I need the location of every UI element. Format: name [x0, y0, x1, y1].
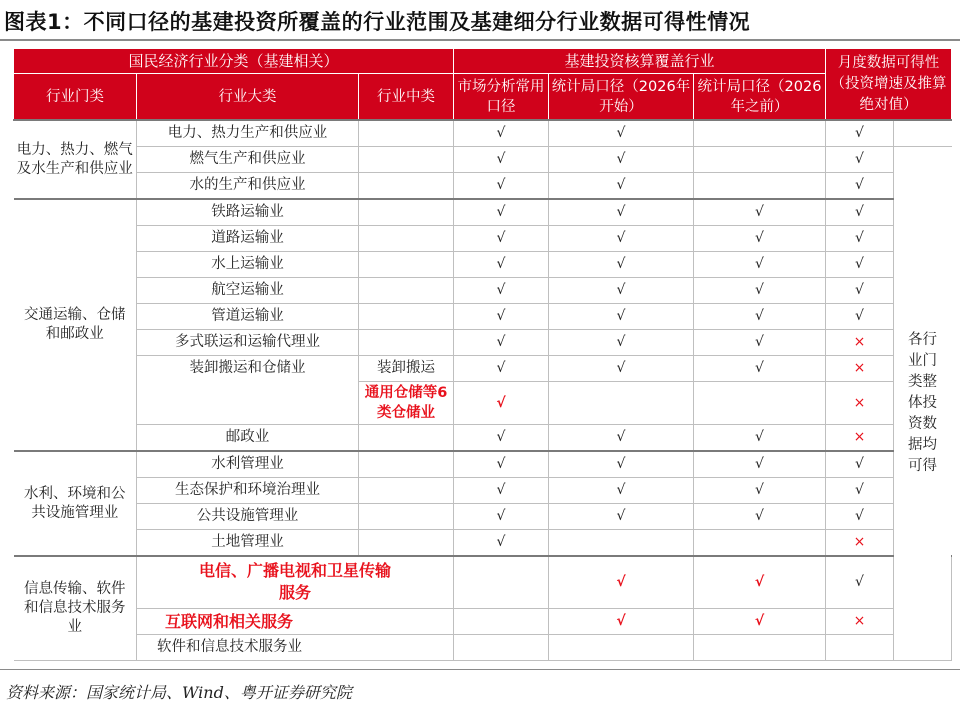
- monthly-cross-mark: ×: [826, 425, 894, 452]
- header-col-gate: 行业门类: [14, 74, 137, 121]
- monthly-mark: √: [826, 173, 894, 200]
- stats-2026-mark: √: [549, 147, 694, 173]
- mid-cell: [359, 504, 454, 530]
- monthly-mark: √: [826, 120, 894, 147]
- table-row: [14, 278, 952, 304]
- stats-2026-mark: √: [549, 278, 694, 304]
- stats-pre2026-mark: [694, 120, 826, 147]
- gate-cell: 电力、热力、燃气及水生产和供应业: [14, 120, 137, 199]
- stats-2026-mark-red: √: [549, 608, 694, 634]
- market-mark: √: [454, 304, 549, 330]
- mid-cell: 装卸搬运: [359, 356, 454, 382]
- market-mark: √: [454, 120, 549, 147]
- mid-warehousing-text: 通用仓储等6类仓储业: [364, 385, 448, 421]
- stats-2026-mark: √: [549, 120, 694, 147]
- stats-2026-mark: √: [549, 478, 694, 504]
- mid-cell: [359, 425, 454, 452]
- monthly-mark: √: [826, 504, 894, 530]
- major-cell: 软件和信息技术服务业: [137, 634, 454, 660]
- header-group-monthly-availability: [826, 49, 952, 121]
- header-col-mid: 行业中类: [359, 74, 454, 121]
- mid-cell: [359, 252, 454, 278]
- monthly-mark: √: [826, 478, 894, 504]
- header-col-stats-2026: 统计局口径（2026年开始）: [549, 74, 694, 121]
- mid-cell: [359, 530, 454, 557]
- market-mark: √: [454, 330, 549, 356]
- major-cell: 公共设施管理业: [137, 504, 359, 530]
- figure-title: [4, 6, 750, 36]
- stats-pre2026-mark: √: [694, 451, 826, 478]
- figure-title-text: 图表1：不同口径的基建投资所覆盖的行业范围及基建细分行业数据可得性情况: [4, 10, 751, 34]
- market-mark: √: [454, 356, 549, 382]
- major-cell: 多式联运和运输代理业: [137, 330, 359, 356]
- market-mark: [454, 556, 549, 608]
- stats-pre2026-mark: √: [694, 504, 826, 530]
- mid-cell: [359, 330, 454, 356]
- monthly-mark: √: [826, 226, 894, 252]
- market-mark: √: [454, 425, 549, 452]
- market-mark: √: [454, 173, 549, 200]
- stats-2026-mark: √: [549, 226, 694, 252]
- mid-cell: [359, 278, 454, 304]
- market-mark: √: [454, 504, 549, 530]
- stats-2026-mark: √: [549, 252, 694, 278]
- table-row: [14, 173, 952, 200]
- stats-2026-mark: √: [549, 356, 694, 382]
- major-cell: 邮政业: [137, 425, 359, 452]
- stats-pre2026-mark: [694, 634, 826, 660]
- major-cell: 电力、热力生产和供应业: [137, 120, 359, 147]
- monthly-cross-mark: ×: [826, 530, 894, 557]
- table-row: [14, 608, 952, 634]
- stats-2026-mark: [549, 382, 694, 425]
- stats-pre2026-mark: √: [694, 252, 826, 278]
- stats-2026-mark: √: [549, 451, 694, 478]
- monthly-mark: √: [826, 147, 894, 173]
- stats-pre2026-mark: √: [694, 304, 826, 330]
- stats-2026-mark: [549, 634, 694, 660]
- table-row: [14, 425, 952, 452]
- table-row: [14, 530, 952, 557]
- gate-cell: [14, 556, 137, 660]
- table-row: [14, 634, 952, 660]
- major-cell: 道路运输业: [137, 226, 359, 252]
- table-row: [14, 356, 952, 382]
- stats-2026-mark: √: [549, 173, 694, 200]
- major-cell: 土地管理业: [137, 530, 359, 557]
- header-group-infra-coverage: 基建投资核算覆盖行业: [454, 49, 826, 74]
- market-mark: [454, 634, 549, 660]
- stats-2026-mark-red: √: [549, 556, 694, 608]
- table-row: [14, 199, 952, 226]
- side-note-text: 各行业门类整体投资数据均可得: [908, 331, 937, 474]
- mid-cell: [359, 304, 454, 330]
- mid-cell: [359, 451, 454, 478]
- stats-2026-mark: √: [549, 330, 694, 356]
- mid-cell: [359, 199, 454, 226]
- monthly-cross-mark: ×: [826, 382, 894, 425]
- table-row: [14, 504, 952, 530]
- side-note: [894, 147, 952, 661]
- gate-text: 水利、环境和公共设施管理业: [24, 485, 126, 521]
- monthly-mark: √: [826, 556, 894, 608]
- stats-2026-mark: √: [549, 199, 694, 226]
- header-col-market: 市场分析常用口径: [454, 74, 549, 121]
- market-mark: √: [454, 199, 549, 226]
- market-mark: √: [454, 278, 549, 304]
- stats-pre2026-mark: √: [694, 425, 826, 452]
- mid-cell-warehousing: [359, 382, 454, 425]
- table-row: [14, 252, 952, 278]
- mid-cell: [359, 478, 454, 504]
- monthly-mark: √: [826, 451, 894, 478]
- monthly-mark: [826, 634, 894, 660]
- monthly-cross-mark: ×: [826, 608, 894, 634]
- note-blank: [894, 120, 952, 147]
- market-mark: √: [454, 530, 549, 557]
- monthly-mark: √: [826, 304, 894, 330]
- monthly-cross-mark: ×: [826, 330, 894, 356]
- mid-cell: [359, 147, 454, 173]
- gate-text: 交通运输、仓储和邮政业: [24, 307, 126, 342]
- table-row: [14, 147, 952, 173]
- source-divider: [0, 669, 960, 670]
- stats-2026-mark: √: [549, 504, 694, 530]
- stats-pre2026-mark: √: [694, 356, 826, 382]
- major-cell: 装卸搬运和仓储业: [137, 356, 359, 425]
- major-cell: 航空运输业: [137, 278, 359, 304]
- stats-pre2026-mark: [694, 382, 826, 425]
- stats-pre2026-mark: √: [694, 278, 826, 304]
- major-telecom-text: 电信、广播电视和卫星传输服务: [198, 561, 391, 603]
- market-mark-red: √: [454, 382, 549, 425]
- market-mark: √: [454, 478, 549, 504]
- stats-pre2026-mark: √: [694, 330, 826, 356]
- stats-2026-mark: √: [549, 304, 694, 330]
- stats-2026-mark: √: [549, 425, 694, 452]
- stats-pre2026-mark: [694, 530, 826, 557]
- monthly-mark: √: [826, 199, 894, 226]
- table-row: [14, 451, 952, 478]
- stats-pre2026-mark-red: √: [694, 556, 826, 608]
- coverage-table: [13, 48, 952, 661]
- monthly-cross-mark: ×: [826, 356, 894, 382]
- table-row: [14, 478, 952, 504]
- stats-pre2026-mark-red: √: [694, 608, 826, 634]
- major-cell: 水上运输业: [137, 252, 359, 278]
- monthly-mark: √: [826, 278, 894, 304]
- stats-2026-mark: [549, 530, 694, 557]
- major-cell: 铁路运输业: [137, 199, 359, 226]
- title-divider: [0, 39, 960, 41]
- table-row: [14, 120, 952, 147]
- header-monthly-text: 月度数据可得性（投资增速及推算绝对值）: [830, 54, 947, 113]
- table-row: [14, 226, 952, 252]
- mid-cell: [359, 173, 454, 200]
- market-mark: √: [454, 252, 549, 278]
- table-row: [14, 556, 952, 608]
- header-col-stats-pre2026: 统计局口径（2026年之前）: [694, 74, 826, 121]
- major-cell: 水利管理业: [137, 451, 359, 478]
- major-cell: 燃气生产和供应业: [137, 147, 359, 173]
- header-col-major: 行业大类: [137, 74, 359, 121]
- major-cell-telecom: [137, 556, 454, 608]
- stats-pre2026-mark: [694, 147, 826, 173]
- gate-text: 信息传输、软件和信息技术服务业: [24, 580, 126, 635]
- major-cell: 水的生产和供应业: [137, 173, 359, 200]
- stats-pre2026-mark: [694, 173, 826, 200]
- source-note: 资料来源：国家统计局、Wind、粤开证券研究院: [6, 683, 352, 702]
- header-group-industry-classification: 国民经济行业分类（基建相关）: [14, 49, 454, 74]
- market-mark: [454, 608, 549, 634]
- market-mark: √: [454, 451, 549, 478]
- mid-cell: [359, 120, 454, 147]
- market-mark: √: [454, 226, 549, 252]
- major-cell: 生态保护和环境治理业: [137, 478, 359, 504]
- stats-pre2026-mark: √: [694, 478, 826, 504]
- mid-cell: [359, 226, 454, 252]
- major-cell-internet: 互联网和相关服务: [137, 608, 454, 634]
- gate-cell: [14, 199, 137, 451]
- monthly-mark: √: [826, 252, 894, 278]
- major-cell: 管道运输业: [137, 304, 359, 330]
- market-mark: √: [454, 147, 549, 173]
- stats-pre2026-mark: √: [694, 199, 826, 226]
- table-row: [14, 330, 952, 356]
- gate-cell: [14, 451, 137, 556]
- table-row: [14, 304, 952, 330]
- stats-pre2026-mark: √: [694, 226, 826, 252]
